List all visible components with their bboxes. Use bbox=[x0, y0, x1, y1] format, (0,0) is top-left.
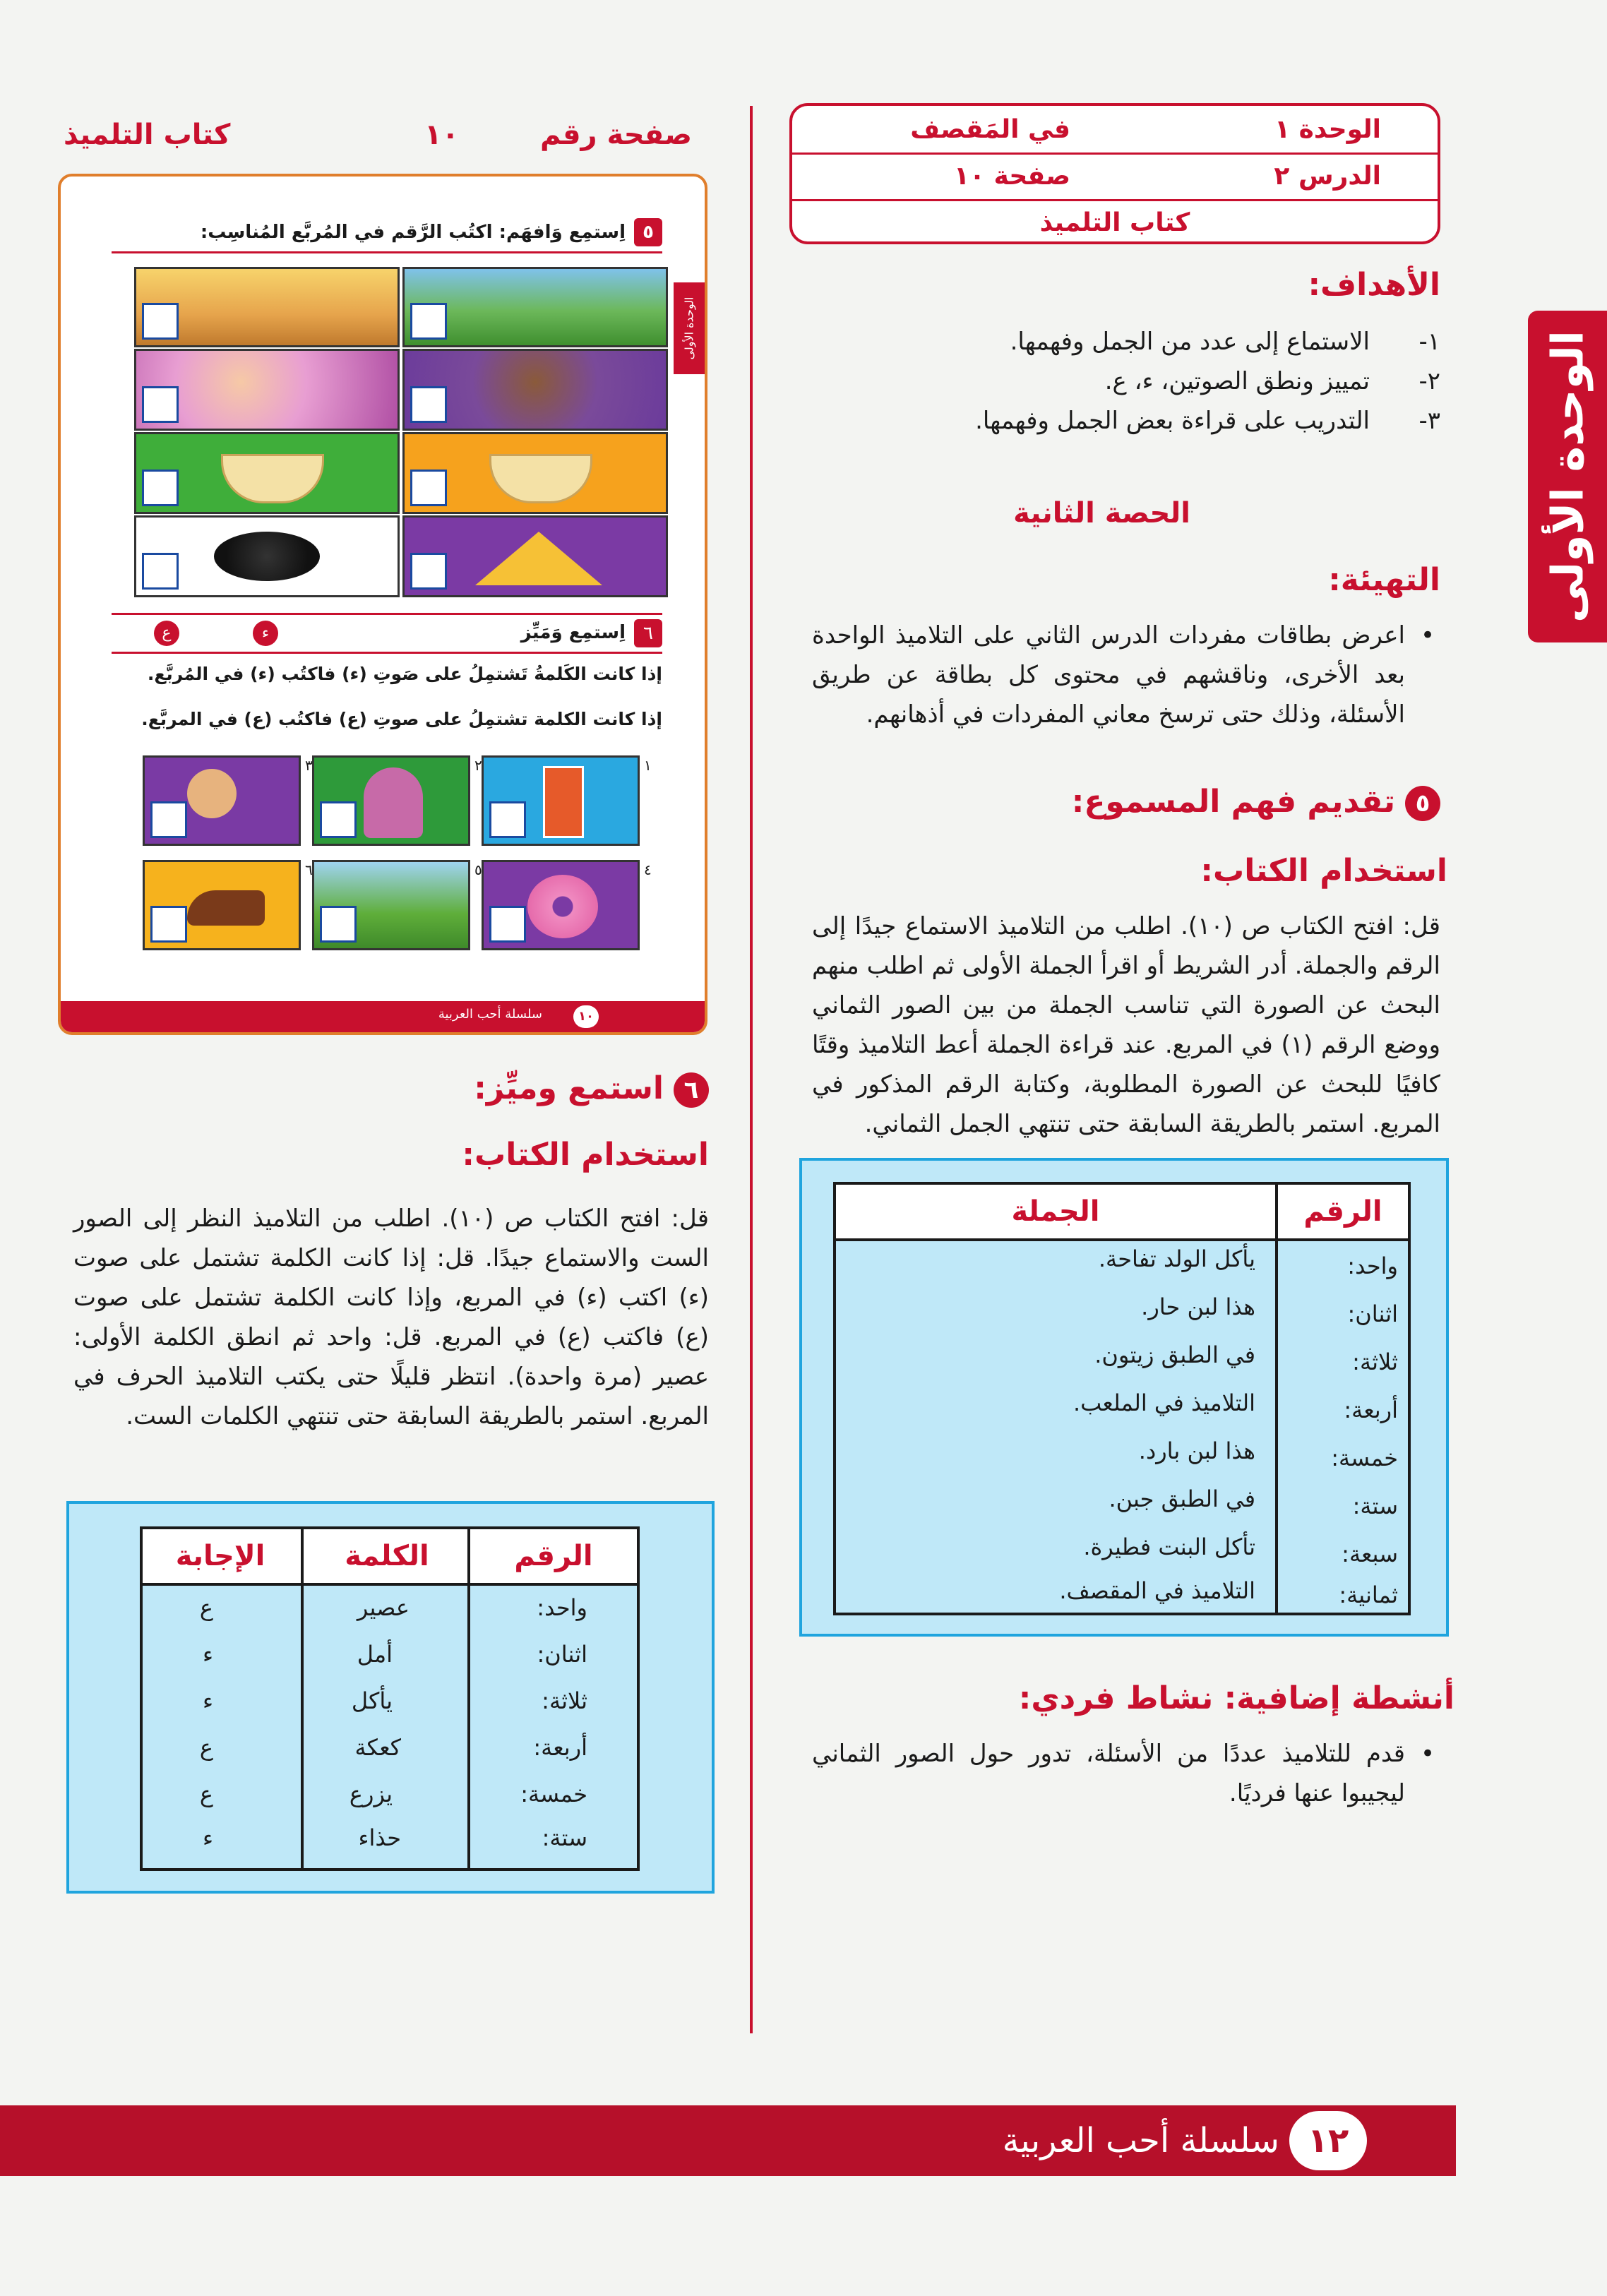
warmup-text: • اعرض بطاقات مفردات الدرس الثاني على التلاميذ الواحدة بعد الأخرى، وناقشهم في محتوى كل بطاقة عن طريق الأسئلة، وذلك حتى ترسخ معاني المفردات في أذهانهم. bbox=[812, 616, 1440, 734]
table-header-row bbox=[143, 1529, 637, 1586]
answer-box[interactable] bbox=[320, 801, 357, 838]
page-number: ١٢ bbox=[1289, 2111, 1367, 2170]
answer-box[interactable] bbox=[150, 906, 187, 943]
section5-heading: ٥تقديم فهم المسموع: bbox=[1072, 784, 1440, 821]
picture-shoes bbox=[143, 860, 301, 950]
header-answer: الإجابة bbox=[175, 1540, 265, 1572]
table-row-num: ثلاثة: bbox=[542, 1687, 587, 1714]
column-divider bbox=[750, 106, 753, 2033]
extra-activities-heading: أنشطة إضافية: نشاط فردي: bbox=[1018, 1680, 1454, 1716]
book-page-number: ١٠ bbox=[424, 119, 459, 151]
objective-item: ١- الاستماع إلى عدد من الجمل وفهمها. bbox=[1010, 328, 1440, 356]
book-footer-strip bbox=[61, 1001, 705, 1032]
section6-subheading: استخدام الكتاب: bbox=[462, 1137, 709, 1173]
unit-title: في المَقصف bbox=[910, 114, 1070, 144]
objectives-heading: الأهداف: bbox=[1308, 267, 1440, 303]
picture-number: ٤ bbox=[644, 861, 652, 878]
sentences-table bbox=[833, 1182, 1411, 1615]
table-row-num: اثنان: bbox=[1347, 1301, 1398, 1327]
book-side-ribbon-label: الوحدة الأولى bbox=[682, 297, 696, 360]
answer-box[interactable] bbox=[410, 386, 447, 423]
picture-number: ٥ bbox=[474, 861, 482, 878]
letter-hamza-badge: ء bbox=[253, 621, 278, 646]
answer-box[interactable] bbox=[410, 303, 447, 340]
table-row-word: كعكة bbox=[354, 1734, 401, 1761]
lesson-header bbox=[789, 103, 1440, 244]
objective-item: ٣- التدريب على قراءة بعض الجمل وفهمها. bbox=[975, 407, 1440, 435]
table-row-sentence: في الطبق زيتون. bbox=[1094, 1341, 1255, 1368]
answer-box[interactable] bbox=[489, 801, 526, 838]
session-heading: الحصة الثانية bbox=[1013, 497, 1190, 530]
table-row-num: سبعة: bbox=[1342, 1541, 1398, 1567]
picture-donut bbox=[482, 860, 640, 950]
picture-boy-apple bbox=[402, 349, 668, 431]
table-row-sentence: تأكل البنت فطيرة. bbox=[1083, 1533, 1255, 1560]
table-row-sentence: يأكل الولد تفاحة. bbox=[1098, 1245, 1255, 1272]
unit-side-tab-label: الوحدة الأولى bbox=[1541, 330, 1594, 623]
unit-label: الوحدة ١ bbox=[1274, 114, 1381, 144]
answer-box[interactable] bbox=[489, 906, 526, 943]
answer-box[interactable] bbox=[150, 801, 187, 838]
ex6-title bbox=[112, 613, 662, 654]
ex6-instruction: اِستمِع وَمَيِّز bbox=[520, 622, 626, 643]
table-row-answer: ع bbox=[199, 1781, 213, 1807]
picture-olives bbox=[134, 515, 400, 597]
table-row-num: أربعة: bbox=[533, 1734, 587, 1761]
table-row-num: أربعة: bbox=[1344, 1397, 1398, 1423]
picture-amal bbox=[312, 755, 470, 846]
header-number: الرقم bbox=[1303, 1195, 1382, 1228]
picture-eating bbox=[143, 755, 301, 846]
words-table bbox=[140, 1526, 640, 1871]
words-table-panel bbox=[66, 1501, 715, 1894]
ex6-line-2: إذا كانت الكلمة تشتمِلُ على صوتِ (ع) فاكتُب (ع) في المربَّع. bbox=[141, 709, 662, 729]
book-footer-series: سلسلة أحب العربية bbox=[438, 1007, 542, 1022]
picture-cold-milk bbox=[134, 432, 400, 514]
picture-juice bbox=[482, 755, 640, 846]
table-row-word: عصير bbox=[357, 1594, 410, 1621]
answer-box[interactable] bbox=[410, 553, 447, 590]
picture-number: ٣ bbox=[305, 757, 313, 774]
book-label: كتاب التلميذ bbox=[1039, 208, 1190, 237]
answer-box[interactable] bbox=[320, 906, 357, 943]
picture-number: ٢ bbox=[474, 757, 482, 774]
student-book-page bbox=[58, 174, 707, 1035]
answer-box[interactable] bbox=[142, 553, 179, 590]
book-page-label: صفحة رقم bbox=[539, 119, 692, 151]
answer-box[interactable] bbox=[410, 470, 447, 506]
table-row-word: يزرع bbox=[349, 1781, 393, 1807]
section6-text: قل: افتح الكتاب ص (١٠). اطلب من التلاميذ النظر إلى الصور الست والاستماع جيدًا. قل: إذا كانت الكلمة تشتمل على صوت (ء) اكتب (ء) في المربع، وإذا كانت الكلمة تشتمل على صوت (ع) فاكتب (ع) في المربع. قل: واحد ثم انطق الكلمة الأولى: عصير (مرة واحدة). انتظر قليلًا حتى يكتب التلاميذ الحرف في المربع. استمر بالطريقة السابقة حتى تنتهي الكلمات الست. bbox=[73, 1204, 709, 1430]
table-row-word: يأكل bbox=[351, 1687, 393, 1714]
ex6-line-1: إذا كانت الكَلمةُ تَشتمِلُ على صَوتِ (ء) فاكتُب (ء) في المُربَّع. bbox=[147, 664, 662, 684]
table-row-sentence: هذا لبن حار. bbox=[1141, 1293, 1255, 1320]
picture-hot-milk bbox=[402, 432, 668, 514]
ex6-number: ٦ bbox=[634, 619, 662, 647]
table-row-word: حذاء bbox=[358, 1824, 401, 1851]
table-row-num: خمسة: bbox=[1331, 1445, 1398, 1471]
table-row-answer: ء bbox=[202, 1641, 213, 1668]
table-row-sentence: التلاميذ في الملعب. bbox=[1073, 1389, 1255, 1416]
footer-bar bbox=[0, 2105, 1456, 2176]
table-row-num: واحد: bbox=[1347, 1252, 1398, 1279]
book-side-ribbon bbox=[674, 282, 705, 374]
section5-number: ٥ bbox=[1405, 786, 1440, 821]
header-sentence: الجملة bbox=[1011, 1195, 1100, 1228]
picture-canteen bbox=[134, 267, 400, 347]
table-row-answer: ع bbox=[199, 1594, 213, 1621]
table-row-sentence: التلاميذ في المقصف. bbox=[1059, 1577, 1255, 1604]
lesson-label: الدرس ٢ bbox=[1274, 161, 1381, 191]
table-row-num: خمسة: bbox=[520, 1781, 587, 1807]
table-row-sentence: هذا لبن بارد. bbox=[1138, 1437, 1255, 1464]
picture-cheese bbox=[402, 515, 668, 597]
table-row-num: ثمانية: bbox=[1339, 1582, 1398, 1608]
picture-number: ٦ bbox=[305, 861, 313, 878]
ex5-number: ٥ bbox=[634, 218, 662, 246]
warmup-heading: التهيئة: bbox=[1328, 562, 1440, 598]
header-word: الكلمة bbox=[345, 1540, 429, 1572]
ex5-title bbox=[112, 213, 662, 253]
table-row-num: ستة: bbox=[542, 1824, 587, 1851]
objectives-list bbox=[833, 322, 1440, 441]
answer-box[interactable] bbox=[142, 470, 179, 506]
section5-subheading: استخدام الكتاب: bbox=[1200, 853, 1447, 889]
footer-series-title: سلسلة أحب العربية bbox=[1002, 2121, 1279, 2160]
table-row-word: أمل bbox=[357, 1641, 393, 1668]
ex5-instruction: اِستمِع وَافهَم: اكتُب الرَّقم في المُربَّع المُناسِب: bbox=[200, 222, 626, 243]
section6-number: ٦ bbox=[674, 1072, 709, 1108]
table-row-sentence: في الطبق جبن. bbox=[1109, 1485, 1255, 1512]
objective-item: ٢- تمييز ونطق الصوتين، ء، ع. bbox=[1104, 367, 1440, 395]
answer-box[interactable] bbox=[142, 303, 179, 340]
picture-playground bbox=[402, 267, 668, 347]
picture-number: ١ bbox=[644, 757, 652, 774]
answer-box[interactable] bbox=[142, 386, 179, 423]
header-number: الرقم bbox=[514, 1540, 593, 1572]
student-book-labels bbox=[64, 119, 692, 161]
picture-farmer bbox=[312, 860, 470, 950]
unit-side-tab bbox=[1528, 311, 1607, 642]
table-row-answer: ء bbox=[202, 1824, 213, 1851]
picture-girl-pie bbox=[134, 349, 400, 431]
table-row-num: اثنان: bbox=[537, 1641, 587, 1668]
table-row-num: ثلاثة: bbox=[1352, 1349, 1398, 1375]
section6-heading: ٦استمع وميِّز: bbox=[474, 1070, 709, 1108]
table-header-row bbox=[836, 1185, 1408, 1241]
table-row-num: ستة: bbox=[1352, 1493, 1398, 1519]
table-row-answer: ء bbox=[202, 1687, 213, 1714]
sentences-table-panel bbox=[799, 1158, 1449, 1637]
section5-text: قل: افتح الكتاب ص (١٠). اطلب من التلاميذ الاستماع جيدًا إلى الرقم والجملة. أدر الشريط أو اقرأ الجملة الأولى ثم اطلب منهم البحث عن الصورة التي تناسب الجملة من بين الصور الثماني ووضع الرقم (١) في المربع. عند قراءة الجملة أعط التلاميذ وقتًا كافيًا للبحث عن الصورة المطلوبة، وكتابة الرقم المذكور في المربع. استمر بالطريقة السابقة حتى تنتهي الجمل الثماني. bbox=[812, 912, 1440, 1138]
table-row-answer: ع bbox=[199, 1734, 213, 1761]
book-footer-page-number: ١٠ bbox=[573, 1005, 599, 1028]
page-ref: صفحة ١٠ bbox=[954, 161, 1070, 191]
letter-ayn-badge: ع bbox=[154, 621, 179, 646]
extra-activities-text: • قدم للتلاميذ عددًا من الأسئلة، تدور حول الصور الثماني ليجيبوا عنها فرديًا. bbox=[812, 1734, 1440, 1813]
table-row-num: واحد: bbox=[537, 1594, 587, 1621]
book-title-label: كتاب التلميذ bbox=[64, 119, 231, 151]
